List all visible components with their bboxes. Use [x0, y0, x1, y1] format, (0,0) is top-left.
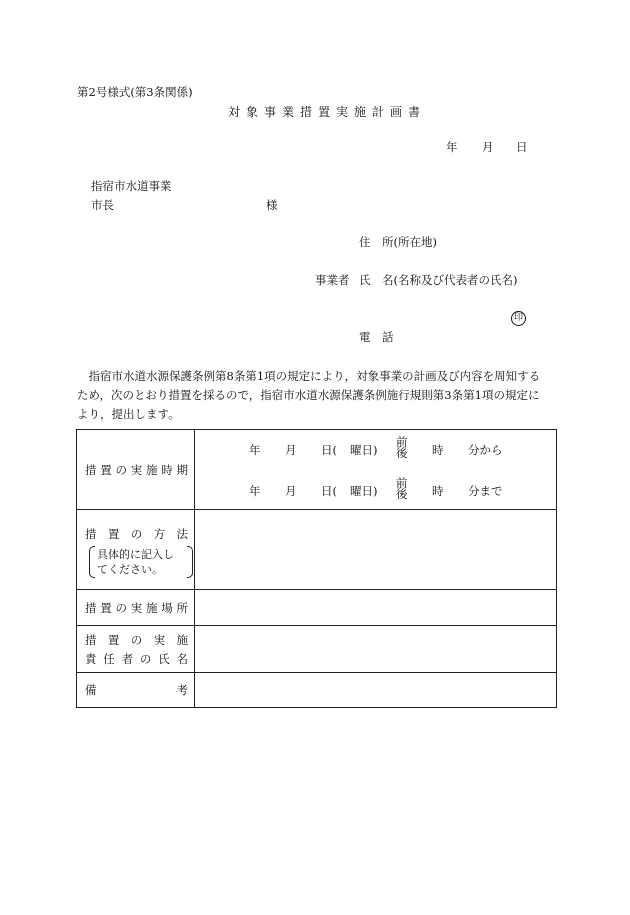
document-title: 対象事業措置実施計画書	[228, 105, 427, 119]
body-line: 指宿市水道水源保護条例第8条第1項の規定により，対象事業の計画及び内容を周知する	[77, 369, 541, 383]
label-char: 実	[153, 632, 166, 647]
label-char: の	[139, 651, 152, 666]
method-note	[89, 546, 193, 578]
name-label: 氏 名(名称及び代表者の氏名)	[359, 273, 518, 287]
responsible-value-cell[interactable]	[195, 626, 557, 673]
label-char: 考	[176, 683, 188, 697]
period-value-cell[interactable]	[195, 430, 557, 510]
end-minute: 分まで	[468, 483, 503, 498]
end-ampm	[396, 475, 408, 501]
remarks-value-cell[interactable]	[195, 673, 557, 708]
body-line: より，提出します。	[77, 407, 180, 421]
label-char: 方	[153, 527, 166, 541]
label-char: 措	[85, 462, 97, 477]
period-end[interactable]	[195, 470, 556, 509]
addressee-line2: 市長	[91, 198, 114, 212]
end-month: 月	[285, 483, 297, 498]
measure-table	[76, 429, 557, 708]
label-char: 施	[176, 632, 188, 647]
body-line: ため，次のとおり措置を採るので，指宿市水道水源保護条例施行規則第3条第1項の規定に	[77, 388, 540, 402]
start-weekday: 曜日)	[350, 442, 378, 457]
responsible-label-cell	[77, 626, 195, 673]
end-day: 日(	[321, 483, 337, 498]
label-char: 実	[130, 462, 143, 477]
label-char: 措	[85, 632, 97, 647]
phone-label: 電 話	[359, 330, 394, 344]
applicant-role-label: 事業者	[315, 273, 350, 287]
label-char: 置	[107, 527, 120, 541]
start-hour: 時	[432, 442, 444, 457]
start-ampm	[396, 434, 408, 460]
start-day: 日(	[321, 442, 337, 457]
address-label: 住 所(所在地)	[359, 235, 437, 249]
form-number: 第2号様式(第3条関係)	[77, 85, 193, 99]
method-value-cell[interactable]	[195, 510, 557, 590]
label-char: の	[115, 462, 127, 477]
label-char: の	[130, 527, 143, 541]
remarks-label	[77, 682, 194, 698]
row-responsible	[77, 626, 557, 673]
label-char: 法	[176, 527, 188, 541]
date-year: 年	[446, 140, 458, 154]
responsible-label-line2	[77, 651, 194, 667]
addressee-line1: 指宿市水道事業	[91, 179, 172, 193]
end-year: 年	[249, 483, 261, 498]
place-label-cell	[77, 590, 195, 626]
label-char: 時	[161, 462, 173, 477]
label-char: 措	[85, 600, 97, 615]
method-note-line1: 具体的に記入し	[97, 548, 174, 561]
ampm-top: 前	[396, 434, 408, 449]
label-char: 置	[100, 462, 112, 477]
label-char: の	[115, 600, 127, 615]
seal-mark: 印	[511, 311, 526, 326]
body-paragraph	[77, 367, 555, 424]
label-char: 期	[176, 462, 188, 477]
label-char: 責	[85, 651, 97, 666]
end-weekday: 曜日)	[350, 483, 378, 498]
period-start[interactable]	[195, 431, 556, 470]
label-char: 氏	[158, 651, 170, 666]
label-char: 備	[85, 683, 97, 697]
remarks-label-cell	[77, 673, 195, 708]
period-label	[77, 462, 194, 478]
ampm-top: 前	[396, 475, 408, 490]
label-char: 措	[85, 527, 97, 541]
label-char: 実	[130, 600, 143, 615]
label-char: の	[130, 632, 143, 647]
label-char: 所	[176, 600, 188, 615]
label-char: 名	[176, 651, 188, 666]
label-char: 者	[121, 651, 134, 666]
place-value-cell[interactable]	[195, 590, 557, 626]
start-year: 年	[249, 442, 261, 457]
row-place	[77, 590, 557, 626]
label-char: 置	[107, 632, 120, 647]
label-char: 施	[146, 600, 158, 615]
responsible-label-line1	[77, 632, 194, 648]
method-note-line2: てください。	[97, 563, 163, 576]
date-month: 月	[482, 140, 494, 154]
label-char: 置	[100, 600, 112, 615]
method-label	[77, 526, 194, 542]
ampm-bottom: 後	[396, 487, 408, 501]
addressee-honorific: 様	[266, 198, 278, 212]
row-method	[77, 510, 557, 590]
start-month: 月	[285, 442, 297, 457]
label-char: 場	[161, 600, 173, 615]
ampm-bottom: 後	[396, 446, 408, 460]
period-label-cell	[77, 430, 195, 510]
start-minute: 分から	[468, 442, 503, 457]
place-label	[77, 600, 194, 616]
label-char: 任	[103, 651, 115, 666]
end-hour: 時	[432, 483, 444, 498]
date-day: 日	[516, 140, 528, 154]
row-period	[77, 430, 557, 510]
label-char: 施	[146, 462, 158, 477]
row-remarks	[77, 673, 557, 708]
method-label-cell	[77, 510, 195, 590]
